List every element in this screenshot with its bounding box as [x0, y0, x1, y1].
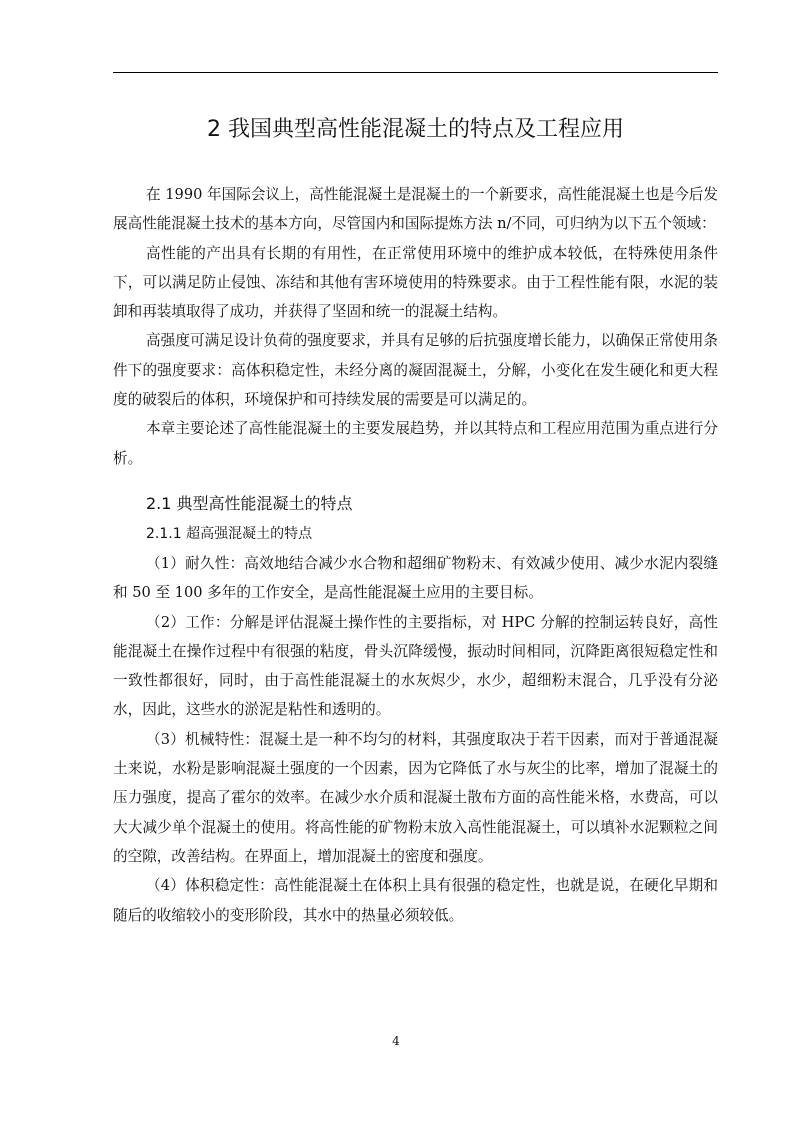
property-paragraph-1: （1）耐久性：高效地结合减少水合物和超细矿物粉末、有效减少使用、减少水泥内裂缝和 50 至 100 多年的工作安全，是高性能混凝土应用的主要目标。: [113, 554, 718, 602]
property-paragraph-2: （2）工作：分解是评估混凝土操作性的主要指标，对 HPC 分解的控制运转良好，高性能混凝土在操作过程中有很强的粘度，骨头沉降缓慢，振动时间相同，沉降距离很短稳定性和一致性都很好，同时，由于高性能混凝土的水灰烬少，水少，超细粉末混合，几乎没有分泌水，因此，这些水的淤泥是粘性和透明的。: [113, 613, 718, 719]
page-number: 4: [392, 1034, 400, 1048]
property-paragraph-3: （3）机械特性：混凝土是一种不均匀的材料，其强度取决于若干因素，而对于普通混凝土来说，水粉是影响混凝土强度的一个因素，因为它降低了水与灰尘的比率，增加了混凝土的压力强度，提高了霍尔的效率。在减少水介质和混凝土散布方面的高性能米格，水费高，可以大大减少单个混凝土的使用。将高性能的矿物粉末放入高性能混凝土，可以填补水泥颗粒之间的空隙，改善结构。在界面上，增加混凝土的密度和强度。: [113, 730, 718, 865]
subsection-heading: 2.1.1 超高强混凝土的特点: [146, 525, 313, 542]
intro-paragraph-2: 高性能的产出具有长期的有用性，在正常使用环境中的维护成本较低，在特殊使用条件下，可以满足防止侵蚀、冻结和其他有害环境使用的特殊要求。由于工程性能有限，水泥的装卸和再装填取得了成功，并获得了坚固和统一的混凝土结构。: [113, 244, 718, 321]
chapter-title: 2 我国典型高性能混凝土的特点及工程应用: [207, 117, 624, 142]
intro-paragraph-4: 本章主要论述了高性能混凝土的主要发展趋势，并以其特点和工程应用范围为重点进行分析。: [113, 420, 718, 467]
intro-paragraph-1: 在 1990 年国际会议上，高性能混凝土是混凝土的一个新要求，高性能混凝土也是今后发展高性能混凝土技术的基本方向，尽管国内和国际提炼方法 n/不同，可归纳为以下五个领域：: [113, 186, 718, 233]
section-heading: 2.1 典型高性能混凝土的特点: [146, 493, 353, 513]
property-paragraph-4: （4）体积稳定性：高性能混凝土在体积上具有很强的稳定性，也就是说，在硬化早期和随后的收缩较小的变形阶段，其水中的热量必须较低。: [113, 877, 718, 924]
header-rule: [113, 72, 718, 73]
body-text: [113, 180, 718, 930]
intro-paragraph-3: 高强度可满足设计负荷的强度要求，并具有足够的后抗强度增长能力，以确保正常使用条件下的强度要求：高体积稳定性，未经分离的凝固混凝土，分解，小变化在发生硬化和更大程度的破裂后的体积，环境保护和可持续发展的需要是可以满足的。: [113, 332, 718, 409]
